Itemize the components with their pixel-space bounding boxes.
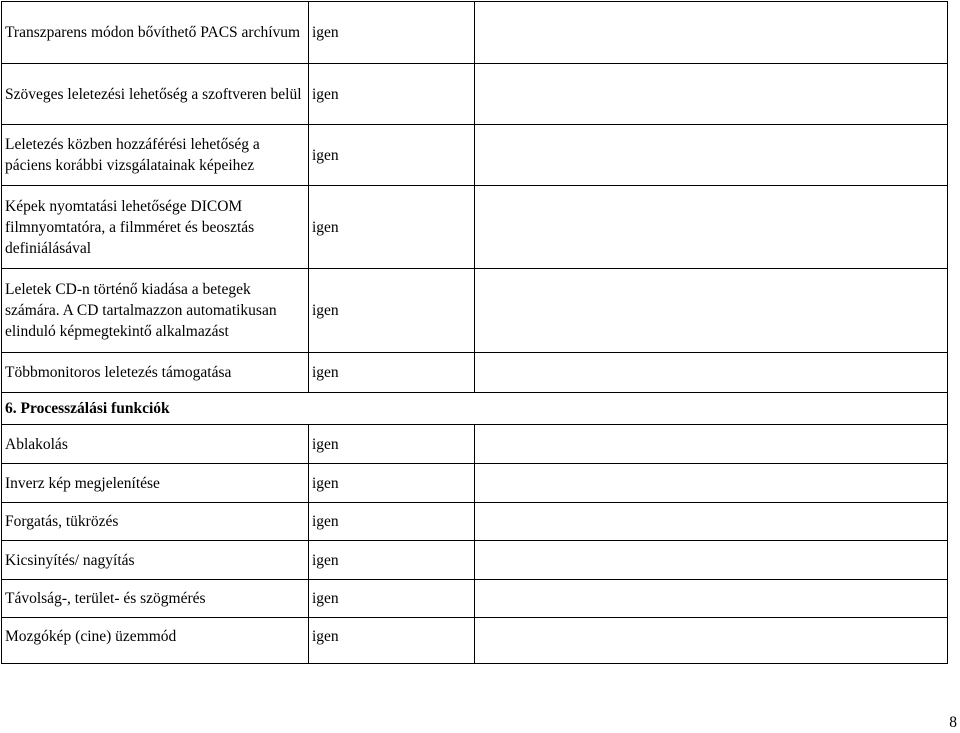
value-cell: igen — [309, 464, 475, 503]
feature-cell: Szöveges leletezési lehetőség a szoftveren belül — [2, 64, 309, 125]
empty-cell — [475, 503, 948, 541]
table-row — [2, 186, 948, 269]
table-row — [2, 464, 948, 503]
table-row — [2, 618, 948, 664]
value-cell: igen — [309, 503, 475, 541]
empty-cell — [475, 269, 948, 353]
empty-cell — [475, 425, 948, 464]
requirements-table — [1, 1, 948, 664]
feature-cell: Képek nyomtatási lehetősége DICOM filmnyomtatóra, a filmméret és beosztás definiálásával — [2, 186, 309, 269]
empty-cell — [475, 2, 948, 64]
empty-cell — [475, 541, 948, 580]
empty-cell — [475, 125, 948, 186]
value-cell: igen — [309, 186, 475, 269]
value-cell: igen — [309, 2, 475, 64]
table-row — [2, 425, 948, 464]
section-header-row — [2, 393, 948, 425]
table-row — [2, 353, 948, 393]
value-cell: igen — [309, 618, 475, 664]
table-row — [2, 125, 948, 186]
empty-cell — [475, 618, 948, 664]
feature-cell: Leletek CD-n történő kiadása a betegek számára. A CD tartalmazzon automatikusan elinduló képmegtekintő alkalmazást — [2, 269, 309, 353]
empty-cell — [475, 353, 948, 393]
table-row — [2, 541, 948, 580]
empty-cell — [475, 464, 948, 503]
value-cell: igen — [309, 425, 475, 464]
feature-cell: Távolság-, terület- és szögmérés — [2, 580, 309, 618]
table-row — [2, 2, 948, 64]
value-cell: igen — [309, 125, 475, 186]
feature-cell: Mozgókép (cine) üzemmód — [2, 618, 309, 664]
feature-cell: Forgatás, tükrözés — [2, 503, 309, 541]
feature-cell: Kicsinyítés/ nagyítás — [2, 541, 309, 580]
feature-cell: Ablakolás — [2, 425, 309, 464]
empty-cell — [475, 186, 948, 269]
page-number: 8 — [949, 714, 957, 731]
table-row — [2, 580, 948, 618]
value-cell: igen — [309, 64, 475, 125]
empty-cell — [475, 64, 948, 125]
value-cell: igen — [309, 353, 475, 393]
empty-cell — [475, 580, 948, 618]
table-row — [2, 64, 948, 125]
value-cell: igen — [309, 580, 475, 618]
value-cell: igen — [309, 541, 475, 580]
section-title: 6. Processzálási funkciók — [2, 393, 948, 425]
feature-cell: Többmonitoros leletezés támogatása — [2, 353, 309, 393]
table-row — [2, 269, 948, 353]
feature-cell: Leletezés közben hozzáférési lehetőség a páciens korábbi vizsgálatainak képeihez — [2, 125, 309, 186]
feature-cell: Inverz kép megjelenítése — [2, 464, 309, 503]
table-row — [2, 503, 948, 541]
value-cell: igen — [309, 269, 475, 353]
feature-cell: Transzparens módon bővíthető PACS archívum — [2, 2, 309, 64]
